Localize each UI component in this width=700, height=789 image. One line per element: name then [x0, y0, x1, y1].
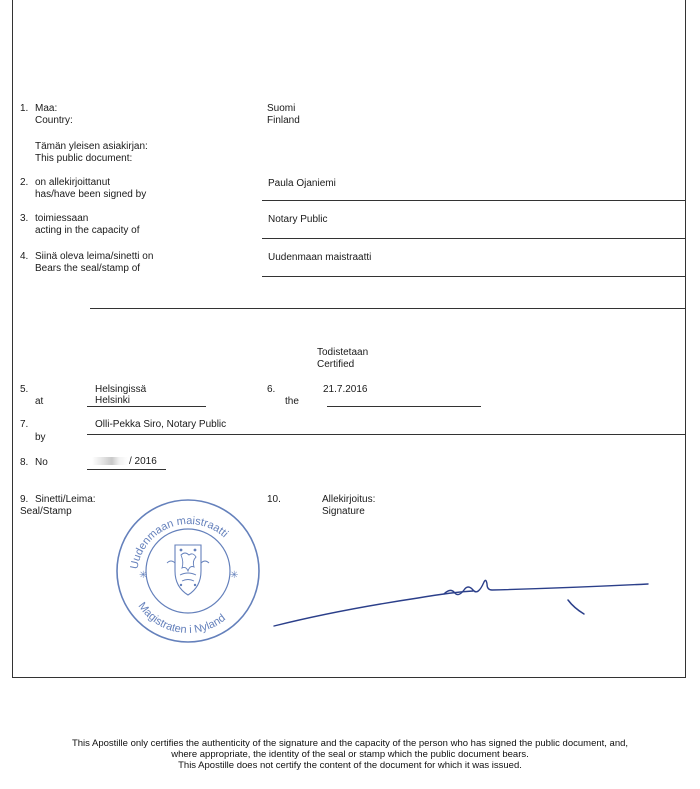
certified-en: Certified — [317, 359, 355, 370]
intro-line-en: This public document: — [35, 153, 133, 164]
intro-line-fi: Tämän yleisen asiakirjan: — [35, 141, 148, 152]
field1-number: 1. — [20, 103, 29, 114]
field8-value — [92, 456, 157, 468]
field9-number: 9. — [20, 494, 29, 505]
field3-label-en: acting in the capacity of — [35, 225, 140, 236]
field5-underline — [87, 406, 206, 407]
footer-line-2: where appropriate, the identity of the seal or stamp which the public document bears. — [171, 749, 529, 760]
seal-top-text: Uudenmaan maistraatti — [128, 514, 231, 571]
field6-label-en: the — [285, 396, 299, 407]
field8-value-suffix: / 2016 — [129, 456, 157, 467]
field4-value: Uudenmaan maistraatti — [268, 252, 372, 263]
field2-number: 2. — [20, 177, 29, 188]
field8-label: No — [35, 457, 48, 468]
field10-number: 10. — [267, 494, 281, 505]
footer-line-3: This Apostille does not certify the content of the document for which it was issued. — [178, 760, 522, 771]
field3-label-fi: toimiessaan — [35, 213, 89, 224]
field7-number: 7. — [20, 419, 29, 430]
seal-star-right: ✳ — [230, 570, 239, 581]
footer-disclaimer — [0, 738, 700, 771]
field9-label-fi: Sinetti/Leima: — [35, 494, 96, 505]
field2-underline — [262, 200, 686, 201]
field4-underline — [262, 276, 686, 277]
field7-underline — [87, 434, 686, 435]
field4-label-en: Bears the seal/stamp of — [35, 263, 141, 274]
field6-underline — [327, 406, 481, 407]
field5-number: 5. — [20, 384, 29, 395]
handwritten-signature — [268, 570, 658, 634]
field3-value: Notary Public — [268, 214, 328, 225]
field10-label-fi: Allekirjoitus: — [322, 494, 376, 505]
field2-label-fi: on allekirjoittanut — [35, 177, 111, 188]
field5-value-en: Helsinki — [95, 395, 131, 406]
field10-label-en: Signature — [322, 506, 365, 517]
field4-number: 4. — [20, 251, 29, 262]
official-seal — [113, 496, 263, 646]
field5-label-en: at — [35, 396, 44, 407]
footer-line-1: This Apostille only certifies the authenticity of the signature and the capacity of the person who has signed the public document, and, — [71, 738, 629, 749]
field6-number: 6. — [267, 384, 276, 395]
field9-label-en: Seal/Stamp — [20, 506, 72, 517]
field4-label-fi: Siinä oleva leima/sinetti on — [35, 251, 154, 262]
redacted-number — [92, 457, 128, 465]
field8-underline — [87, 469, 166, 470]
field1-value-fi: Suomi — [267, 103, 296, 114]
seal-star-left: ✳ — [139, 570, 148, 581]
field5-value-fi: Helsingissä — [95, 384, 147, 395]
certified-fi: Todistetaan — [317, 347, 369, 358]
field8-number: 8. — [20, 457, 29, 468]
field2-label-en: has/have been signed by — [35, 189, 147, 200]
field1-label-fi: Maa: — [35, 103, 58, 114]
seal-bottom-text: Magistraten i Nyland — [135, 600, 228, 637]
field1-label-en: Country: — [35, 115, 73, 126]
section-divider — [90, 308, 686, 309]
field1-value-en: Finland — [267, 115, 300, 126]
field7-label-en: by — [35, 432, 46, 443]
field3-underline — [262, 238, 686, 239]
field7-value: Olli-Pekka Siro, Notary Public — [95, 419, 227, 430]
field3-number: 3. — [20, 213, 29, 224]
field2-value: Paula Ojaniemi — [268, 178, 336, 189]
field6-value: 21.7.2016 — [323, 384, 368, 395]
coat-of-arms-lion — [167, 545, 209, 595]
